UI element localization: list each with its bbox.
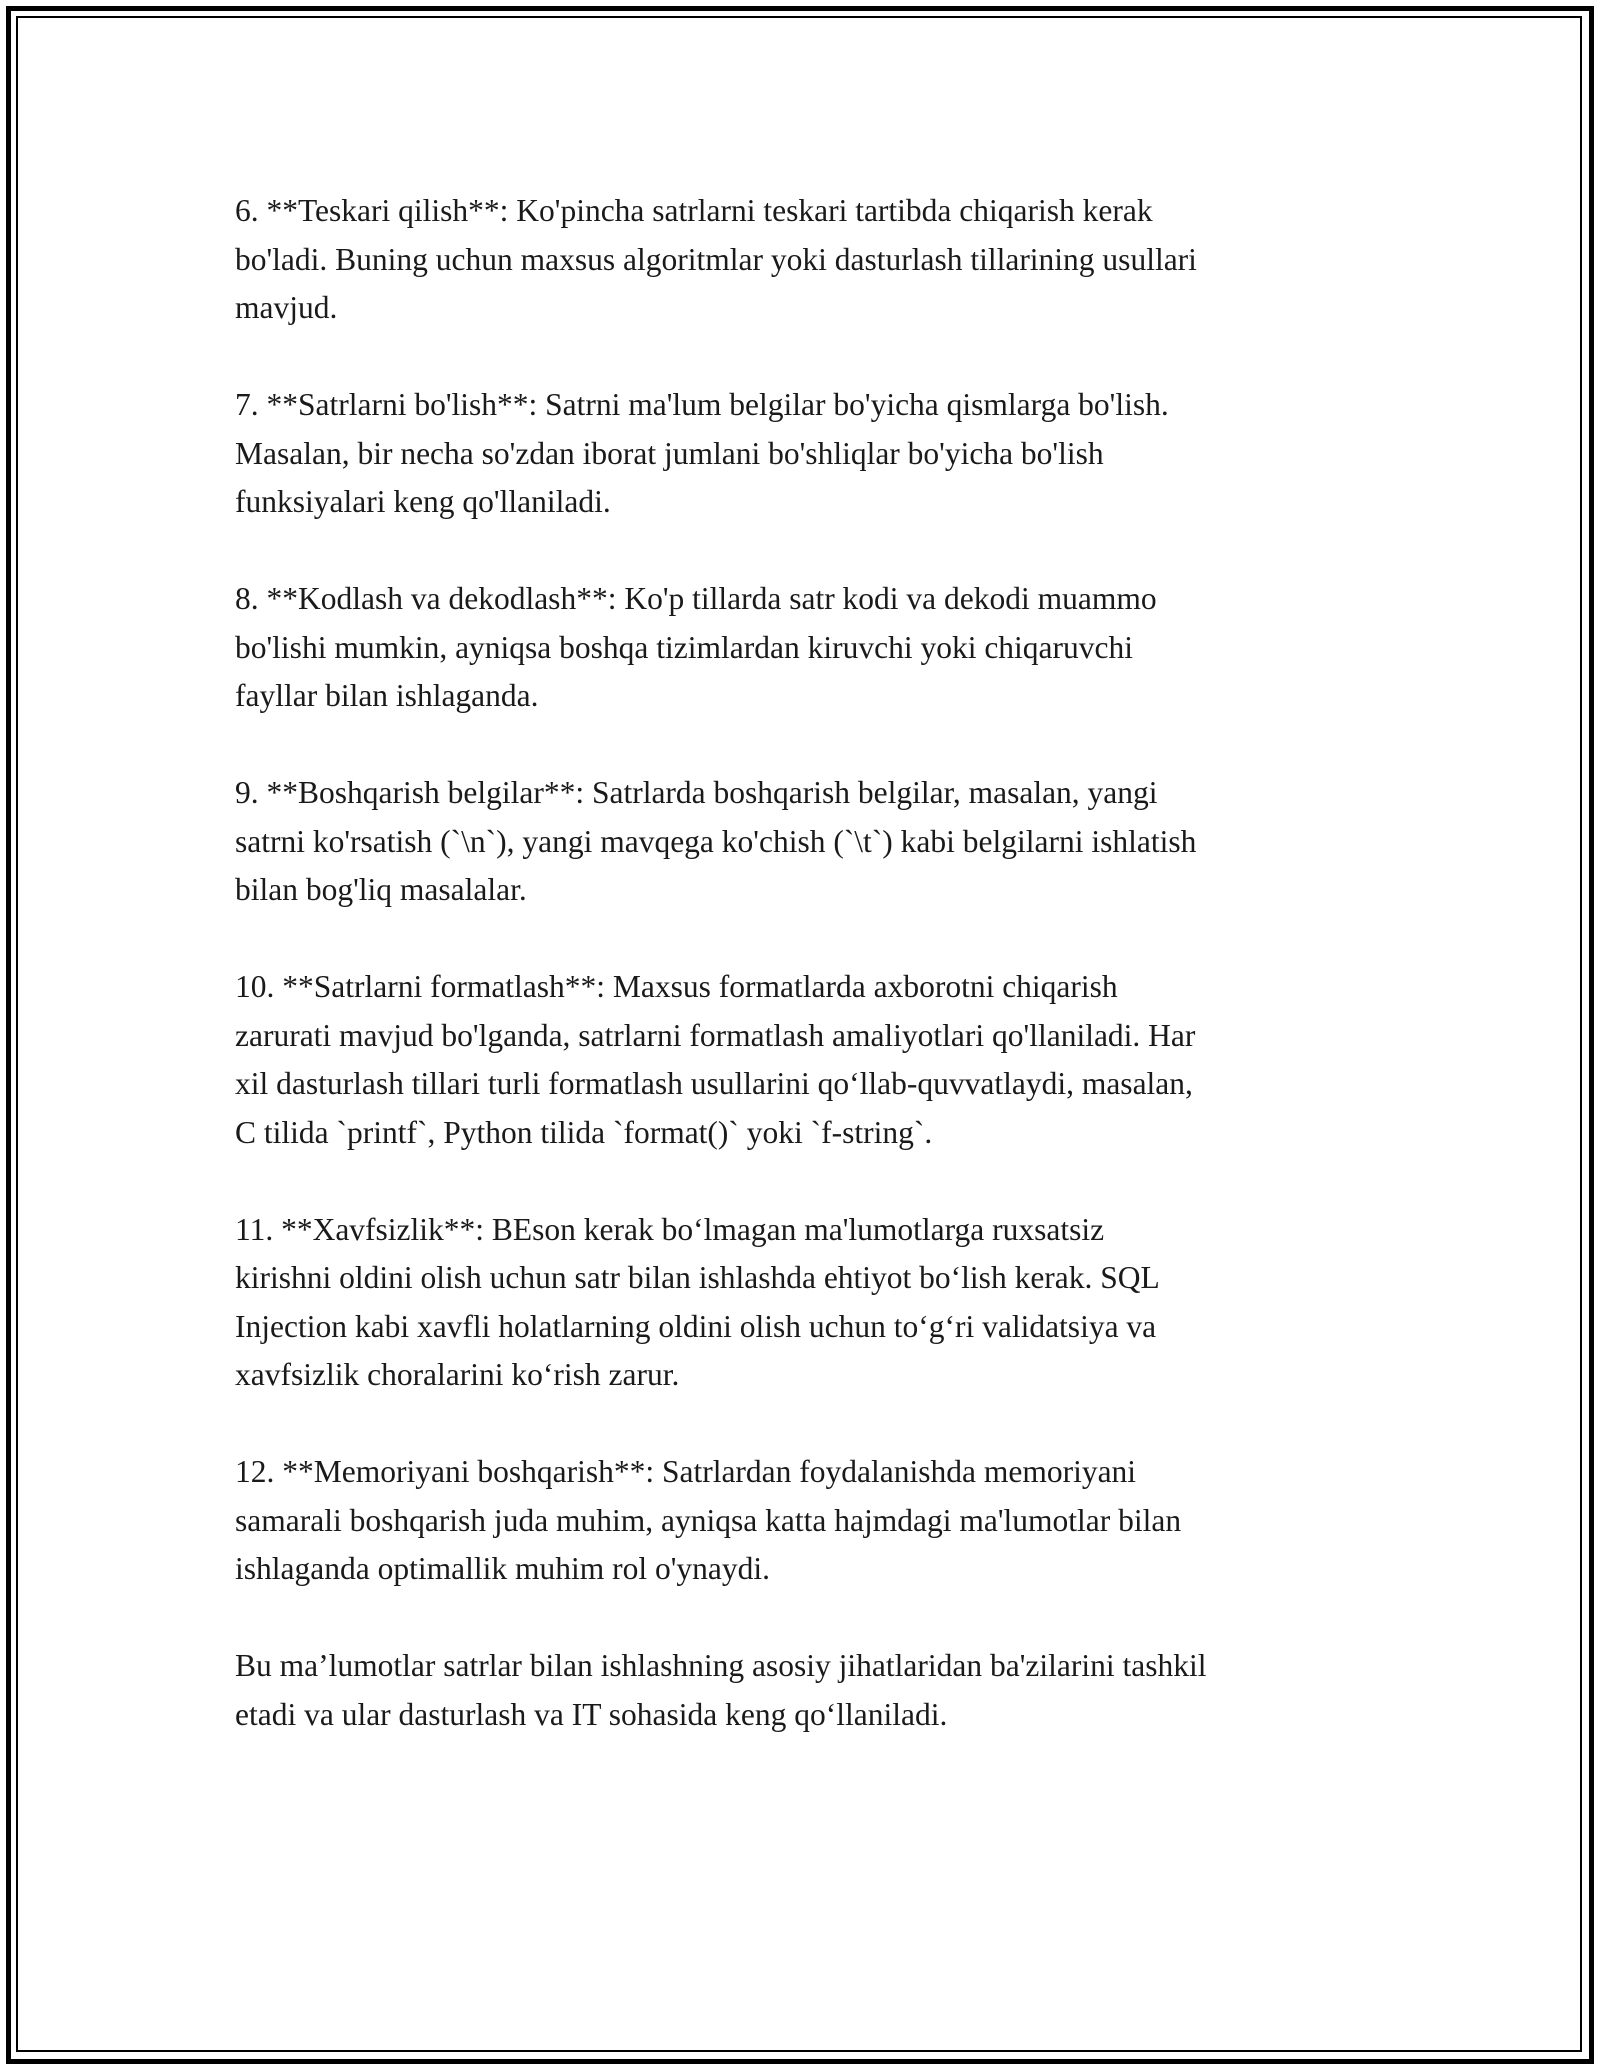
paragraph-12-memoriyani-boshqarish: 12. **Memoriyani boshqarish**: Satrlardan foydalanishda memoriyani samarali boshqarish juda muhim, ayniqsa katta hajmdagi ma'lumotlar bilan ishlaganda optimallik muhim rol o'ynaydi. bbox=[235, 1454, 1182, 1586]
paragraph-8-kodlash-va-dekodlash: 8. **Kodlash va dekodlash**: Ko'p tillarda satr kodi va dekodi muammo bo'lishi mumkin, ayniqsa boshqa tizimlardan kiruvchi yoki chiqaruvchi fayllar bilan ishlaganda. bbox=[235, 581, 1157, 713]
paragraph-11-xavfsizlik: 11. **Xavfsizlik**: BEson kerak bo‘lmagan ma'lumotlarga ruxsatsiz kirishni oldini olish uchun satr bilan ishlashda ehtiyot bo‘lish kerak. SQL Injection kabi xavfli holatlarning oldini olish uchun to‘g‘ri validatsiya va xavfsizlik choralarini ko‘rish zarur. bbox=[235, 1211, 1160, 1392]
paragraph-10-satrlarni-formatlash: 10. **Satrlarni formatlash**: Maxsus formatlarda axborotni chiqarish zarurati mavjud bo'lganda, satrlarni formatlash amaliyotlari qo'llaniladi. Har xil dasturlash tillari turli formatlash usullarini qo‘llab-quvvatlaydi, masalan, C tilida `printf`, Python tilida `format()` yoki `f-string`. bbox=[235, 969, 1196, 1150]
paragraph-6-teskari-qilish: 6. **Teskari qilish**: Ko'pincha satrlarni teskari tartibda chiqarish kerak bo'ladi. Buning uchun maxsus algoritmlar yoki dasturlash tillarining usullari mavjud. bbox=[235, 193, 1197, 325]
paragraph-7-satrlarni-bolish: 7. **Satrlarni bo'lish**: Satrni ma'lum belgilar bo'yicha qismlarga bo'lish. Masalan, bir necha so'zdan iborat jumlani bo'shliqlar bo'yicha bo'lish funksiyalari keng qo'llaniladi. bbox=[235, 387, 1169, 519]
document-body bbox=[235, 187, 1375, 1788]
paragraph-9-boshqarish-belgilar: 9. **Boshqarish belgilar**: Satrlarda boshqarish belgilar, masalan, yangi satrni ko'rsatish (`\n`), yangi mavqega ko'chish (`\t`) kabi belgilarni ishlatish bilan bog'liq masalalar. bbox=[235, 775, 1197, 907]
paragraph-conclusion: Bu ma’lumotlar satrlar bilan ishlashning asosiy jihatlaridan ba'zilarini tashkil etadi va ular dasturlash va IT sohasida keng qo‘llaniladi. bbox=[235, 1648, 1207, 1732]
